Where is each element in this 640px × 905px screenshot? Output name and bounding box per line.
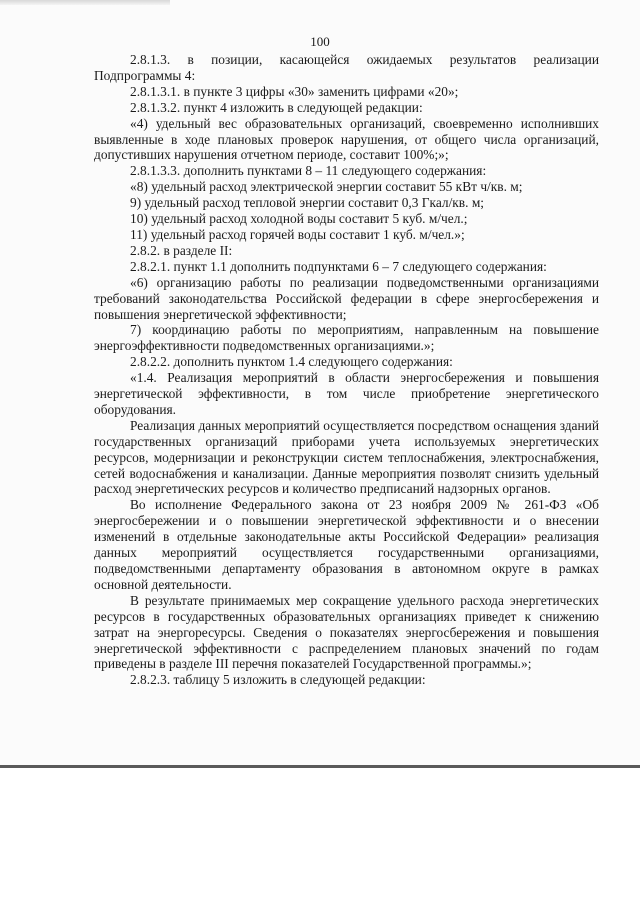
paragraph: 2.8.2.1. пункт 1.1 дополнить подпунктами 6 – 7 следующего содержания:: [130, 258, 547, 274]
document-body: [94, 52, 599, 688]
paragraph: 2.8.1.3. в позиции, касающейся ожидаемых результатов реализации Подпрограммы 4:: [94, 52, 599, 83]
page-number: 100: [310, 34, 330, 49]
paragraph: Во исполнение Федерального закона от 23 ноября 2009 № 261-ФЗ «Об энергосбережении и о повышении энергетической эффективности и о внесении изменений в отдельные законодательные акты Российской Федерации» реализация данных мероприятий осуществляется государственными организациями, подведомственными департаменту образования в автономном округе в рамках основной деятельности.: [94, 497, 599, 592]
paragraph: 2.8.1.3.3. дополнить пунктами 8 – 11 следующего содержания:: [130, 163, 487, 179]
paragraph: «4) удельный вес образовательных организаций, своевременно исполнивших выявленные в ходе плановых проверок нарушения, от общего числа организаций, допустивших нарушения отчетном периоде, составит 100%;»;: [94, 115, 599, 163]
paragraph: 2.8.2.3. таблицу 5 изложить в следующей редакции:: [130, 672, 426, 688]
paragraph: «1.4. Реализация мероприятий в области энергосбережения и повышения энергетической эффективности, в том числе приобретение энергетического оборудования.: [94, 370, 599, 417]
paragraph: 2.8.2.2. дополнить пунктом 1.4 следующего содержания:: [130, 354, 453, 370]
paragraph: 2.8.1.3.2. пункт 4 изложить в следующей редакции:: [130, 99, 423, 115]
paragraph: 9) удельный расход тепловой энергии составит 0,3 Гкал/кв. м;: [130, 195, 485, 211]
paragraph: «8) удельный расход электрической энергии составит 55 кВт ч/кв. м;: [130, 179, 523, 195]
paragraph: 2.8.1.3.1. в пункте 3 цифры «30» заменить цифрами «20»;: [130, 83, 459, 99]
paragraph: 11) удельный расход горячей воды составит 1 куб. м/чел.»;: [130, 226, 465, 242]
paragraph: 2.8.2. в разделе II:: [130, 242, 233, 258]
paragraph: 10) удельный расход холодной воды составит 5 куб. м/чел.;: [130, 211, 468, 227]
paragraph: «6) организацию работы по реализации подведомственными организациями требований законодательства Российской федерации в сфере энергосбережения и повышения энергетической эффективности;: [94, 274, 599, 322]
paragraph: 7) координацию работы по мероприятиям, направленным на повышение энергоэффективности подведомственных организациями.»;: [94, 322, 599, 354]
paragraph: В результате принимаемых мер сокращение удельного расхода энергетических ресурсов в государственных образовательных организациях приведет к снижению затрат на энергоресурсы. Сведения о показателях энергосбережения и повышения энергетической эффективности с распределением плановых значений по годам приведены в разделе III перечня показателей Государственной программы.»;: [94, 592, 599, 672]
paragraph: Реализация данных мероприятий осуществляется посредством оснащения зданий государственных организаций приборами учета используемых энергетических ресурсов, модернизации и реконструкции систем теплоснабжения, электроснабжения, сетей водоснабжения и канализации. Данные мероприятия позволят снизить удельный расход энергетических ресурсов и количество предписаний надзорных органов.: [94, 417, 599, 497]
